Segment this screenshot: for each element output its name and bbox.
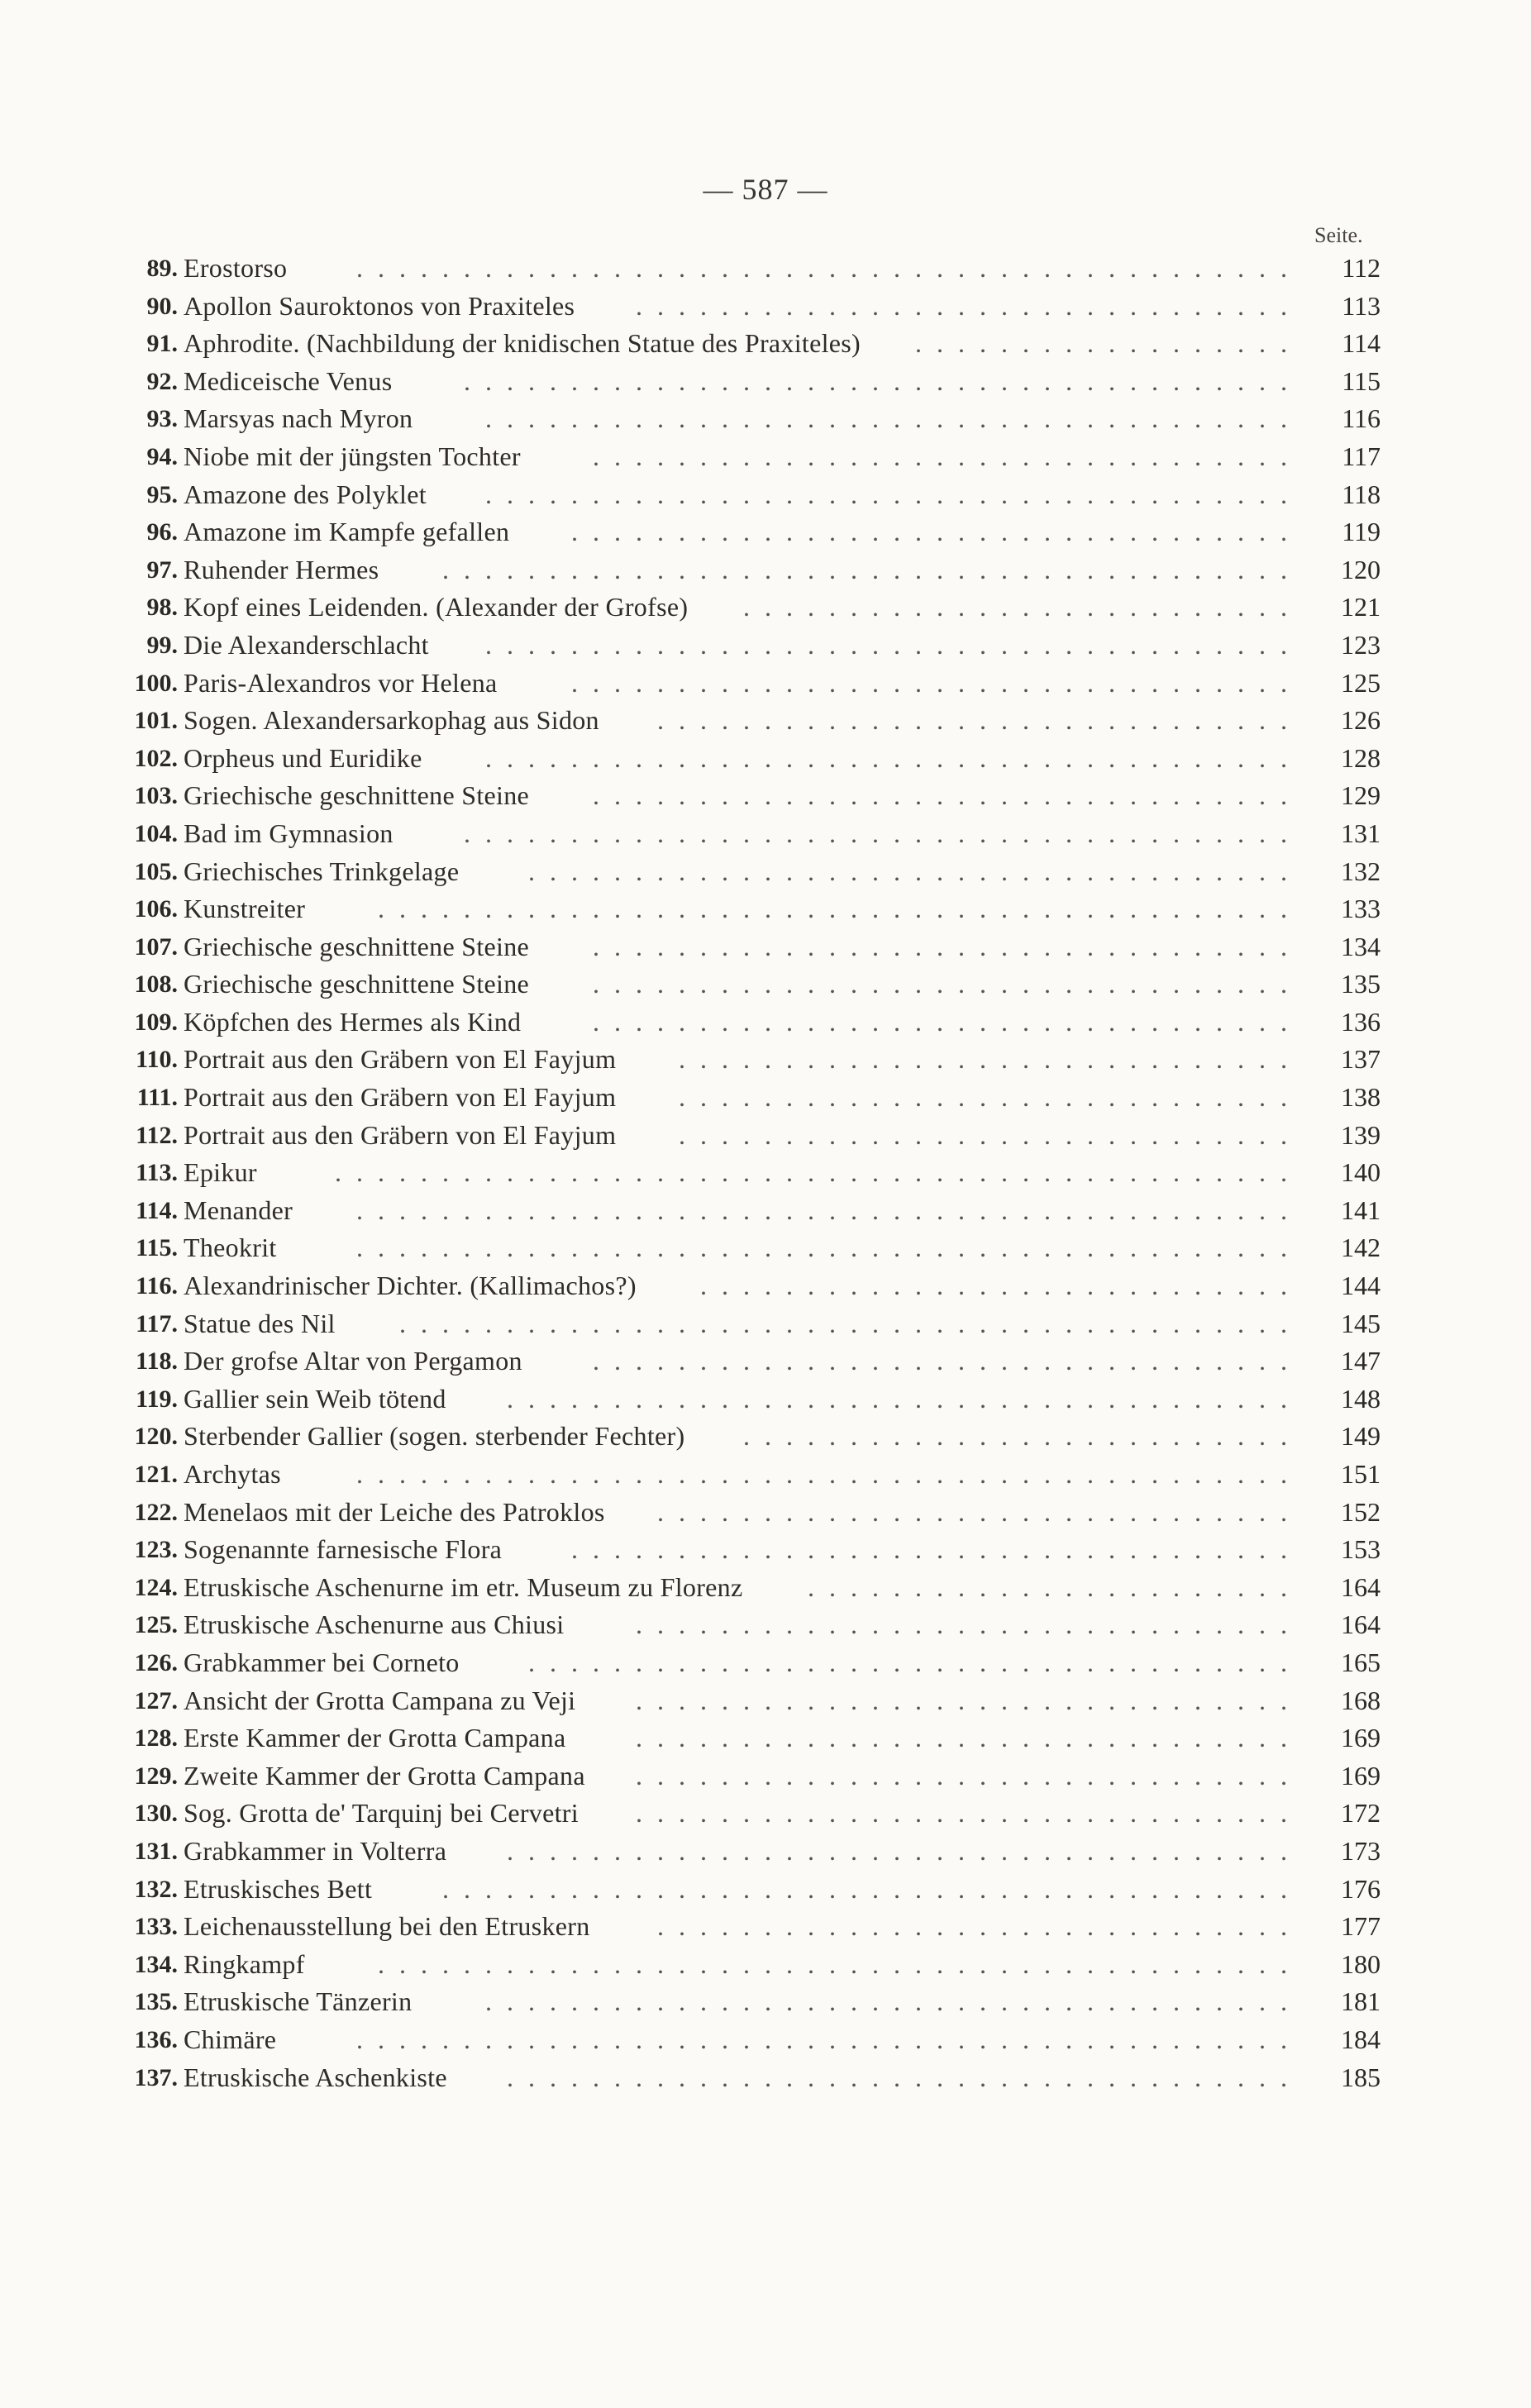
entry-page-number: 181 [1341, 1986, 1381, 2017]
dot-leader: .................................. [571, 517, 1302, 547]
entry-title: Etruskisches Bett [184, 1873, 373, 1904]
entry-title: Erste Kammer der Grotta Campana [184, 1723, 566, 1753]
entry-page-number: 126 [1341, 705, 1381, 736]
entry-number: 91. [146, 330, 178, 358]
table-of-contents [107, 250, 1381, 2096]
dot-leader: ..................................... [507, 1835, 1302, 1866]
entry-page-number: 149 [1341, 1421, 1381, 1452]
entry-title: Etruskische Aschenurne aus Chiusi [184, 1609, 565, 1640]
entry-title: Sog. Grotta de' Tarquinj bei Cervetri [184, 1798, 579, 1829]
dot-leader: ..................................... [507, 2062, 1302, 2092]
entry-title: Etruskische Tänzerin [184, 1986, 413, 2017]
entry-page-number: 123 [1341, 629, 1381, 660]
entry-number: 114. [136, 1196, 178, 1224]
entry-number: 115. [136, 1234, 178, 1262]
entry-number: 97. [146, 556, 178, 584]
entry-number: 127. [134, 1686, 178, 1714]
dot-leader: ...................................... [485, 479, 1302, 509]
entry-page-number: 137 [1341, 1044, 1381, 1075]
dot-leader: ................................. [593, 441, 1302, 471]
toc-entry [107, 250, 1381, 288]
entry-title: Gallier sein Weib tötend [184, 1383, 446, 1414]
entry-page-number: 136 [1341, 1006, 1381, 1037]
dot-leader: ............................................ [356, 253, 1302, 283]
entry-title: Apollon Sauroktonos von Praxiteles [184, 290, 575, 321]
entry-title: Kunstreiter [184, 894, 306, 924]
dot-leader: .................................... [528, 1647, 1302, 1677]
entry-title: Menelaos mit der Leiche des Patroklos [184, 1496, 605, 1527]
toc-entry [107, 815, 1381, 853]
entry-title: Amazone im Kampfe gefallen [184, 517, 510, 547]
toc-entry [107, 890, 1381, 928]
toc-entry [107, 665, 1381, 703]
entry-number: 130. [134, 1800, 178, 1828]
entry-title: Griechisches Trinkgelage [184, 856, 460, 886]
dot-leader: .............................. [657, 1911, 1302, 1942]
entry-title: Archytas [184, 1459, 281, 1489]
entry-title: Der grofse Altar von Pergamon [184, 1346, 522, 1376]
entry-number: 104. [134, 819, 178, 847]
entry-title: Sogenannte farnesische Flora [184, 1534, 503, 1565]
entry-number: 96. [146, 518, 178, 546]
entry-number: 106. [134, 895, 178, 923]
toc-entry [107, 1079, 1381, 1117]
dot-leader: .................. [915, 328, 1302, 359]
entry-title: Die Alexanderschlacht [184, 629, 429, 660]
entry-page-number: 145 [1341, 1308, 1381, 1338]
entry-title: Grabkammer in Volterra [184, 1835, 447, 1866]
dot-leader: ............................. [679, 1119, 1302, 1150]
entry-number: 100. [134, 669, 178, 697]
entry-title: Griechische geschnittene Steine [184, 969, 530, 999]
entry-title: Menander [184, 1194, 293, 1225]
entry-number: 117. [136, 1309, 178, 1338]
entry-number: 124. [134, 1573, 178, 1601]
entry-number: 109. [134, 1008, 178, 1036]
dot-leader: ............................... [636, 1798, 1302, 1829]
entry-number: 99. [146, 631, 178, 659]
entry-number: 112. [136, 1121, 178, 1149]
dot-leader: ................................. [593, 1346, 1302, 1376]
toc-entry [107, 551, 1381, 589]
entry-page-number: 184 [1341, 2024, 1381, 2054]
entry-page-number: 152 [1341, 1496, 1381, 1527]
entry-page-number: 151 [1341, 1459, 1381, 1489]
dot-leader: .................................... [528, 856, 1302, 886]
dot-leader: .......................................... [399, 1308, 1302, 1338]
entry-title: Orpheus und Euridike [184, 742, 422, 773]
toc-entry [107, 1871, 1381, 1909]
entry-title: Niobe mit der jüngsten Tochter [184, 441, 521, 471]
dot-leader: ............................................ [356, 1233, 1302, 1263]
entry-number: 133. [134, 1913, 178, 1941]
entry-number: 118. [136, 1347, 178, 1376]
dot-leader: ............................... [636, 1760, 1302, 1791]
dot-leader: ............................................ [356, 2024, 1302, 2054]
entry-page-number: 134 [1341, 931, 1381, 961]
toc-entry [107, 2021, 1381, 2059]
dot-leader: ............................ [700, 1271, 1302, 1301]
entry-title: Sterbender Gallier (sogen. sterbender Fechter) [184, 1421, 685, 1452]
entry-number: 120. [134, 1423, 178, 1451]
dot-leader: ............................... [636, 1609, 1302, 1640]
entry-title: Köpfchen des Hermes als Kind [184, 1006, 522, 1037]
entry-page-number: 185 [1341, 2062, 1381, 2092]
dot-leader: ........................................ [442, 554, 1302, 584]
dot-leader: ............................... [636, 1685, 1302, 1715]
toc-entry [107, 1154, 1381, 1192]
toc-entry [107, 928, 1381, 966]
toc-entry [107, 589, 1381, 627]
dot-leader: .............................. [657, 1496, 1302, 1527]
entry-page-number: 144 [1341, 1271, 1381, 1301]
entry-page-number: 118 [1342, 479, 1381, 509]
entry-title: Erostorso [184, 253, 288, 283]
entry-number: 131. [134, 1837, 178, 1865]
dot-leader: .................................. [571, 667, 1302, 698]
entry-title: Portrait aus den Gräbern von El Fayjum [184, 1119, 617, 1150]
entry-page-number: 114 [1342, 328, 1381, 359]
entry-title: Leichenausstellung bei den Etruskern [184, 1911, 590, 1942]
entry-title: Ansicht der Grotta Campana zu Veji [184, 1685, 576, 1715]
toc-entry [107, 1569, 1381, 1607]
entry-title: Paris-Alexandros vor Helena [184, 667, 498, 698]
entry-number: 119. [136, 1385, 178, 1413]
entry-number: 98. [146, 594, 178, 622]
toc-entry [107, 740, 1381, 778]
entry-page-number: 131 [1341, 818, 1381, 848]
toc-entry [107, 288, 1381, 326]
toc-entry [107, 1682, 1381, 1720]
entry-number: 121. [134, 1461, 178, 1488]
dot-leader: ...................................... [485, 629, 1302, 660]
entry-number: 128. [134, 1724, 178, 1752]
toc-entry [107, 1606, 1381, 1644]
entry-page-number: 148 [1341, 1383, 1381, 1414]
entry-page-number: 132 [1341, 856, 1381, 886]
entry-number: 110. [136, 1046, 178, 1074]
entry-title: Ruhender Hermes [184, 554, 379, 584]
entry-page-number: 138 [1341, 1082, 1381, 1113]
toc-entry [107, 1795, 1381, 1833]
dot-leader: ....................................... [464, 818, 1302, 848]
page-column-label: Seite. [1314, 223, 1363, 247]
entry-number: 113. [136, 1159, 178, 1187]
dot-leader: ...................................... [485, 742, 1302, 773]
toc-entry [107, 1719, 1381, 1757]
entry-page-number: 168 [1341, 1685, 1381, 1715]
dot-leader: ............................. [679, 1044, 1302, 1075]
entry-number: 132. [134, 1875, 178, 1903]
entry-number: 116. [136, 1272, 178, 1300]
toc-entry [107, 438, 1381, 476]
dot-leader: ..................................... [507, 1383, 1302, 1414]
entry-page-number: 180 [1341, 1948, 1381, 1979]
entry-number: 125. [134, 1611, 178, 1639]
dot-leader: ................................. [593, 931, 1302, 961]
entry-page-number: 173 [1341, 1835, 1381, 1866]
entry-page-number: 172 [1341, 1798, 1381, 1829]
dot-leader: ................................. [593, 969, 1302, 999]
entry-title: Amazone des Polyklet [184, 479, 427, 509]
toc-entry [107, 1456, 1381, 1494]
entry-number: 122. [134, 1498, 178, 1526]
toc-entry [107, 2059, 1381, 2097]
toc-entry [107, 1041, 1381, 1079]
dot-leader: ...................................... [485, 403, 1302, 434]
dot-leader: ................................. [593, 1006, 1302, 1037]
entry-page-number: 115 [1342, 365, 1381, 396]
entry-number: 137. [134, 2063, 178, 2091]
entry-number: 89. [146, 255, 178, 282]
entry-page-number: 165 [1341, 1647, 1381, 1677]
entry-page-number: 112 [1342, 253, 1381, 283]
toc-entry [107, 400, 1381, 438]
entry-title: Sogen. Alexandersarkophag aus Sidon [184, 705, 599, 736]
entry-title: Kopf eines Leidenden. (Alexander der Grofse) [184, 592, 689, 622]
entry-title: Etruskische Aschenurne im etr. Museum zu Florenz [184, 1571, 743, 1602]
dot-leader: .............................. [657, 705, 1302, 736]
toc-entry [107, 363, 1381, 401]
toc-entry [107, 1494, 1381, 1532]
entry-number: 107. [134, 932, 178, 961]
entry-number: 101. [134, 707, 178, 735]
dot-leader: ........................................ [442, 1873, 1302, 1904]
toc-entry [107, 1004, 1381, 1042]
entry-title: Statue des Nil [184, 1308, 336, 1338]
entry-page-number: 116 [1342, 403, 1381, 434]
toc-entry [107, 1192, 1381, 1230]
toc-entry [107, 1946, 1381, 1984]
toc-entry [107, 1908, 1381, 1946]
entry-number: 123. [134, 1536, 178, 1564]
dot-leader: ............................... [636, 290, 1302, 321]
entry-page-number: 169 [1341, 1723, 1381, 1753]
entry-page-number: 119 [1342, 517, 1381, 547]
entry-page-number: 117 [1342, 441, 1381, 471]
dot-leader: .......................... [743, 592, 1302, 622]
entry-page-number: 142 [1341, 1233, 1381, 1263]
toc-entry [107, 1983, 1381, 2021]
toc-entry [107, 853, 1381, 891]
toc-entry [107, 777, 1381, 815]
dot-leader: .......................... [743, 1421, 1302, 1452]
toc-entry [107, 702, 1381, 740]
entry-title: Grabkammer bei Corneto [184, 1647, 460, 1677]
entry-page-number: 139 [1341, 1119, 1381, 1150]
dot-leader: ........................................... [378, 894, 1302, 924]
toc-entry [107, 513, 1381, 551]
toc-entry [107, 325, 1381, 363]
entry-number: 95. [146, 480, 178, 508]
entry-title: Alexandrinischer Dichter. (Kallimachos?) [184, 1271, 637, 1301]
entry-number: 103. [134, 782, 178, 810]
entry-title: Portrait aus den Gräbern von El Fayjum [184, 1082, 617, 1113]
toc-entry [107, 1833, 1381, 1871]
entry-page-number: 125 [1341, 667, 1381, 698]
entry-page-number: 121 [1341, 592, 1381, 622]
dot-leader: ....................................... [464, 365, 1302, 396]
entry-page-number: 129 [1341, 780, 1381, 811]
toc-entry [107, 1229, 1381, 1267]
entry-page-number: 169 [1341, 1760, 1381, 1791]
entry-number: 105. [134, 857, 178, 885]
toc-entry [107, 476, 1381, 514]
entry-number: 93. [146, 405, 178, 433]
dot-leader: ............................... [636, 1723, 1302, 1753]
toc-entry [107, 1531, 1381, 1569]
entry-page-number: 133 [1341, 894, 1381, 924]
dot-leader: ............................................ [356, 1194, 1302, 1225]
entry-page-number: 153 [1341, 1534, 1381, 1565]
entry-number: 134. [134, 1950, 178, 1978]
dot-leader: ................................. [593, 780, 1302, 811]
entry-title: Mediceische Venus [184, 365, 393, 396]
toc-entry [107, 627, 1381, 665]
entry-page-number: 113 [1342, 290, 1381, 321]
entry-page-number: 141 [1341, 1194, 1381, 1225]
entry-number: 108. [134, 970, 178, 999]
dot-leader: ............................................. [335, 1157, 1302, 1188]
entry-page-number: 176 [1341, 1873, 1381, 1904]
entry-title: Marsyas nach Myron [184, 403, 413, 434]
entry-title: Bad im Gymnasion [184, 818, 393, 848]
page-number-header: — 587 — [703, 173, 828, 206]
entry-title: Griechische geschnittene Steine [184, 780, 530, 811]
entry-page-number: 177 [1341, 1911, 1381, 1942]
entry-number: 92. [146, 367, 178, 395]
dot-leader: ...................................... [485, 1986, 1302, 2017]
entry-page-number: 135 [1341, 969, 1381, 999]
entry-title: Zweite Kammer der Grotta Campana [184, 1760, 585, 1791]
entry-number: 126. [134, 1648, 178, 1676]
entry-page-number: 147 [1341, 1346, 1381, 1376]
entry-page-number: 164 [1341, 1571, 1381, 1602]
entry-title: Theokrit [184, 1233, 277, 1263]
entry-number: 94. [146, 442, 178, 470]
toc-entry [107, 1342, 1381, 1380]
toc-entry [107, 1418, 1381, 1456]
entry-title: Chimäre [184, 2024, 277, 2054]
entry-number: 135. [134, 1988, 178, 2016]
toc-entry [107, 1305, 1381, 1343]
entry-number: 102. [134, 744, 178, 772]
entry-title: Ringkampf [184, 1948, 305, 1979]
entry-number: 90. [146, 292, 178, 320]
toc-entry [107, 1380, 1381, 1419]
entry-number: 111. [136, 1084, 178, 1112]
dot-leader: ........................................... [378, 1948, 1302, 1979]
toc-entry [107, 1757, 1381, 1795]
dot-leader: ............................................ [356, 1459, 1302, 1489]
entry-page-number: 120 [1341, 554, 1381, 584]
entry-page-number: 140 [1341, 1157, 1381, 1188]
toc-entry [107, 966, 1381, 1004]
entry-title: Etruskische Aschenkiste [184, 2062, 447, 2092]
entry-page-number: 128 [1341, 742, 1381, 773]
entry-number: 136. [134, 2025, 178, 2053]
dot-leader: .................................. [571, 1534, 1302, 1565]
dot-leader: ............................. [679, 1082, 1302, 1113]
entry-page-number: 164 [1341, 1609, 1381, 1640]
entry-title: Epikur [184, 1157, 257, 1188]
entry-title: Griechische geschnittene Steine [184, 931, 530, 961]
toc-entry [107, 1267, 1381, 1305]
entry-title: Aphrodite. (Nachbildung der knidischen Statue des Praxiteles) [184, 328, 861, 359]
toc-entry [107, 1644, 1381, 1682]
toc-entry [107, 1117, 1381, 1155]
entry-number: 129. [134, 1762, 178, 1790]
dot-leader: ....................... [808, 1571, 1302, 1602]
entry-title: Portrait aus den Gräbern von El Fayjum [184, 1044, 617, 1075]
